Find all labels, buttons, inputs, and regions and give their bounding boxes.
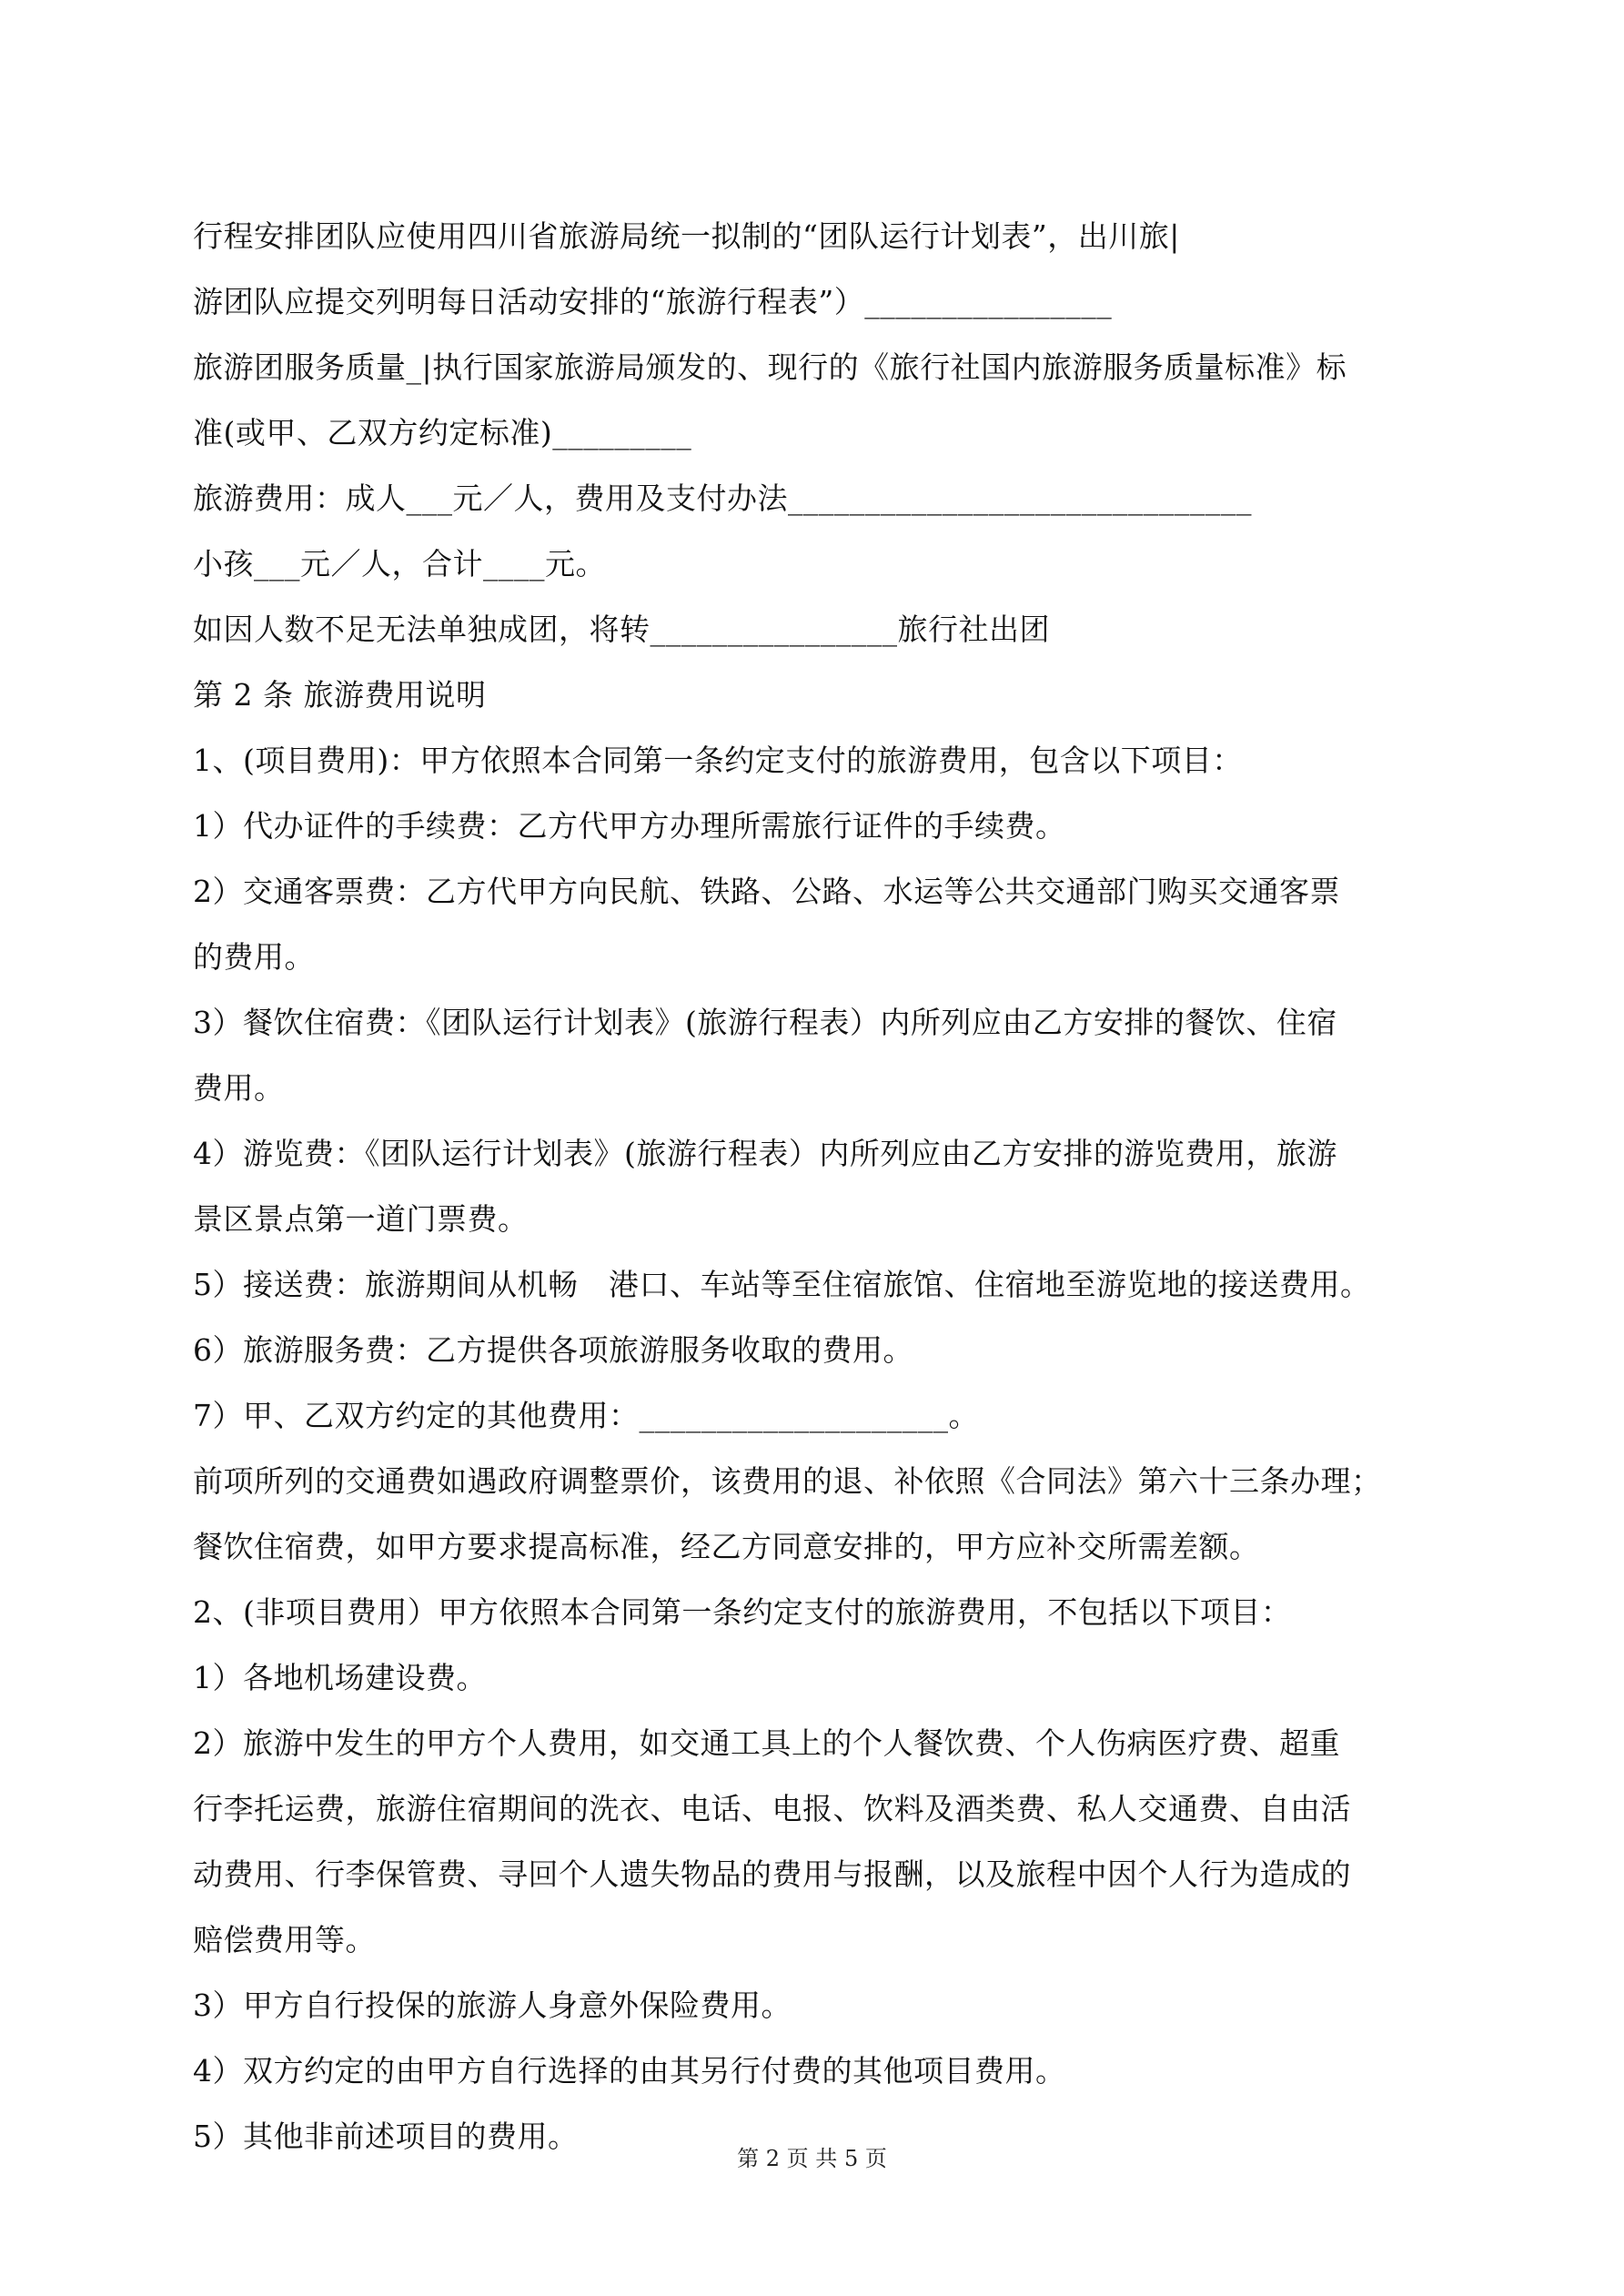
text-line: 1、(项目费用)：甲方依照本合同第一条约定支付的旅游费用，包含以下项目： [193, 743, 1243, 778]
text-line: 6）旅游服务费：乙方提供各项旅游服务收取的费用。 [193, 1332, 913, 1368]
text-line: 准(或甲、乙双方约定标准)_________ [193, 415, 692, 450]
text-line: 2、(非项目费用）甲方依照本合同第一条约定支付的旅游费用，不包括以下项目： [193, 1594, 1292, 1630]
text-line: 费用。 [193, 1070, 285, 1106]
text-line: 2）交通客票费：乙方代甲方向民航、铁路、公路、水运等公共交通部门购买交通客票 [193, 874, 1340, 909]
section-heading: 第 2 条 旅游费用说明 [193, 677, 487, 713]
text-line: 行程安排团队应使用四川省旅游局统一拟制的“团队运行计划表”，出川旅| [193, 218, 1180, 254]
document-body [193, 204, 1448, 2170]
text-line: 如因人数不足无法单独成团，将转________________旅行社出团 [193, 612, 1050, 647]
text-line: 3）甲方自行投保的旅游人身意外保险费用。 [193, 1988, 792, 2023]
text-line: 赔偿费用等。 [193, 1922, 376, 1957]
text-line: 动费用、行李保管费、寻回个人遗失物品的费用与报酬，以及旅程中因个人行为造成的 [193, 1856, 1351, 1892]
text-line: 景区景点第一道门票费。 [193, 1201, 529, 1237]
text-line: 5）其他非前述项目的费用。 [193, 2119, 579, 2154]
text-line: 4）游览费：《团队运行计划表》(旅游行程表）内所列应由乙方安排的游览费用，旅游 [193, 1136, 1337, 1171]
text-line: 7）甲、乙双方约定的其他费用：____________________。 [193, 1398, 979, 1433]
text-line: 小孩___元／人，合计____元。 [193, 546, 606, 582]
text-line: 旅游费用：成人___元／人，费用及支付办法______________________________ [193, 480, 1252, 516]
text-line: 旅游团服务质量_|执行国家旅游局颁发的、现行的《旅行社国内旅游服务质量标准》标 [193, 349, 1347, 385]
text-line: 1）代办证件的手续费：乙方代甲方办理所需旅行证件的手续费。 [193, 808, 1066, 844]
text-line: 游团队应提交列明每日活动安排的“旅游行程表”）________________ [193, 284, 1113, 319]
text-line: 的费用。 [193, 939, 315, 975]
text-line: 5）接送费：旅游期间从机畅 港口、车站等至住宿旅馆、住宿地至游览地的接送费用。 [193, 1267, 1371, 1302]
text-line: 3）餐饮住宿费：《团队运行计划表》(旅游行程表）内所列应由乙方安排的餐饮、住宿 [193, 1005, 1337, 1040]
page-number-footer: 第 2 页 共 5 页 [737, 2146, 887, 2171]
text-line: 2）旅游中发生的甲方个人费用，如交通工具上的个人餐饮费、个人伤病医疗费、超重 [193, 1725, 1340, 1761]
text-line: 前项所列的交通费如遇政府调整票价，该费用的退、补依照《合同法》第六十三条办理； [193, 1463, 1382, 1499]
text-line: 餐饮住宿费，如甲方要求提高标准，经乙方同意安排的，甲方应补交所需差额。 [193, 1529, 1260, 1564]
text-line: 1）各地机场建设费。 [193, 1660, 487, 1695]
text-line: 行李托运费，旅游住宿期间的洗衣、电话、电报、饮料及酒类费、私人交通费、自由活 [193, 1791, 1351, 1826]
text-line: 4）双方约定的由甲方自行选择的由其另行付费的其他项目费用。 [193, 2053, 1066, 2089]
